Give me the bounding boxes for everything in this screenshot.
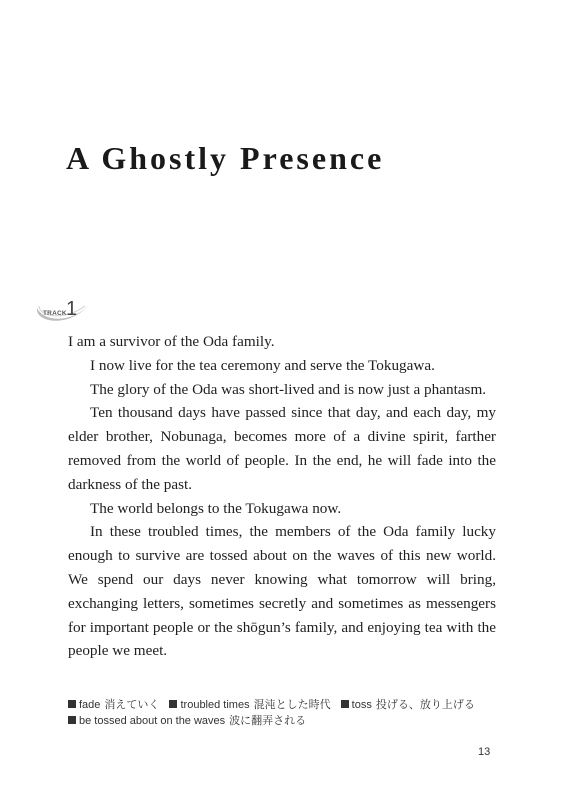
- story-body: [68, 330, 496, 663]
- glossary-term: fade: [79, 699, 101, 711]
- paragraph: I am a survivor of the Oda family.: [68, 333, 275, 350]
- page-title: A Ghostly Presence: [66, 140, 385, 176]
- paragraph: Ten thousand days have passed since that day, and each day, my elder brother, Nobunaga, becomes more of a divine spirit, farther removed from the world of people. In the end, he will fade into the darkness of the past.: [68, 404, 496, 493]
- glossary-translation: 消えていく: [104, 699, 160, 711]
- paragraph: The glory of the Oda was short-lived and is now just a phantasm.: [90, 380, 487, 398]
- glossary-line: [68, 713, 508, 729]
- square-bullet-icon: [169, 700, 177, 708]
- audio-track-marker[interactable]: [33, 296, 99, 330]
- paragraph: I now live for the tea ceremony and serve the Tokugawa.: [90, 356, 435, 374]
- glossary-item: [68, 715, 306, 727]
- square-bullet-icon: [68, 716, 76, 724]
- glossary-item: [341, 699, 475, 711]
- track-number: 1: [66, 298, 78, 320]
- glossary-item: [169, 699, 333, 711]
- glossary-term: troubled times: [180, 699, 250, 711]
- glossary-translation: 混沌とした時代: [253, 699, 331, 711]
- square-bullet-icon: [341, 700, 349, 708]
- paragraph: The world belongs to the Tokugawa now.: [90, 499, 342, 517]
- track-label: TRACK: [43, 310, 67, 317]
- glossary-term: toss: [351, 699, 372, 711]
- square-bullet-icon: [68, 700, 76, 708]
- glossary-term: be tossed about on the waves: [79, 715, 226, 727]
- glossary-translation: 投げる、放り上げる: [375, 699, 475, 711]
- glossary-translation: 波に翻弄される: [229, 715, 307, 727]
- paragraph: In these troubled times, the members of the Oda family lucky enough to survive are tossed about on the waves of this new world. We spend our days never knowing what tomorrow will bring, exchanging letters, sometimes secretly and sometimes as messengers for important people or the shōgun’s family, and enjoying tea with the people we meet.: [68, 523, 496, 660]
- glossary-item: [68, 699, 162, 711]
- glossary: [68, 697, 508, 729]
- glossary-line: [68, 697, 508, 713]
- page-number: 13: [478, 746, 491, 758]
